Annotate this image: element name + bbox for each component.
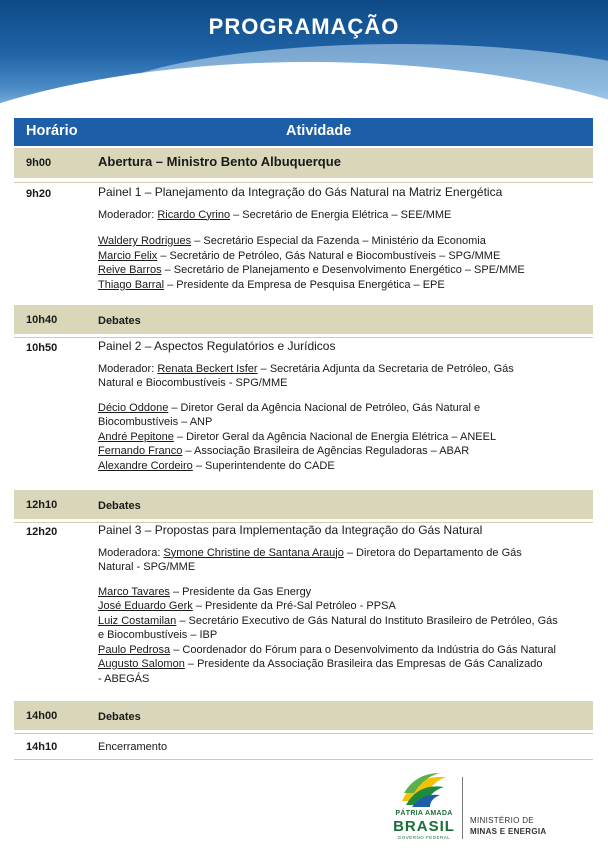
panelist-name: José Eduardo Gerk [98,600,193,612]
panelist-name: Marco Tavares [98,585,170,598]
logo-text-patria: PÁTRIA AMADA [395,810,453,817]
panelist [98,599,578,614]
moderator-role: – Secretário de Energia Elétrica – SEE/MME [230,208,452,221]
panelist-role: – Presidente da Associação Brasileira das Empresas de Gás Canalizado [184,658,543,670]
panelist-name: Thiago Barral [98,278,165,291]
panelist-name: Paulo Pedrosa [98,643,171,656]
panelist [98,614,578,629]
panelist-role-cont: Biocombustíveis – ANP [98,416,213,428]
panelist-name: Marcio Felix [98,249,158,262]
row-activity: Encerramento [98,741,168,753]
schedule-row-debates-2 [14,490,593,519]
panelist-name: Augusto Salomon [98,658,185,670]
row-time: 12h20 [26,526,58,538]
moderator-label: Moderador: [98,208,158,221]
schedule-row-panel-3 [14,523,593,695]
row-activity: Debates [98,711,141,723]
panelist-role: – Presidente da Empresa de Pesquisa Energética – EPE [164,278,445,291]
moderator-label: Moderadora: [98,546,164,559]
panel-moderator [98,208,578,223]
panel-title: Painel 2 – Aspectos Regulatórios e Jurídicos [98,339,336,353]
panel-2-block [98,339,578,473]
row-time: 9h00 [26,157,52,169]
panelist [98,643,578,658]
schedule-row-debates-1 [14,305,593,334]
row-time: 12h10 [26,499,58,511]
column-header-activity: Atividade [286,123,352,139]
panelist-role: – Associação Brasileira de Agências Reguladoras – ABAR [182,445,470,457]
panelist [98,278,578,293]
panelist [98,585,578,600]
logo-text-governo: GOVERNO FEDERAL [397,835,451,840]
panel-3-block [98,523,578,686]
row-divider [14,182,593,183]
row-activity: Debates [98,315,141,327]
row-time: 14h10 [26,741,58,753]
ministry-line-2: MINAS E ENERGIA [470,827,547,836]
logo-divider [462,777,463,839]
header-banner [0,0,608,118]
panelist-role-cont: - ABEGÁS [98,672,150,685]
panel-title: Painel 3 – Propostas para Implementação da Integração do Gás Natural [98,523,483,537]
row-divider [14,337,593,338]
panelist-name: Fernando Franco [98,445,183,457]
row-time: 9h20 [26,188,52,200]
row-time: 10h50 [26,342,58,354]
brazil-flag-icon [400,771,448,809]
schedule-row-debates-3 [14,701,593,730]
schedule-row-panel-1 [14,185,593,300]
patria-amada-brasil-logo [392,771,456,843]
table-bottom-rule [14,759,593,760]
schedule-row-closing [14,736,593,758]
logo-text-brasil: BRASIL [393,818,455,835]
moderator-role: – Diretora do Departamento de Gás [343,546,522,559]
row-activity: Abertura – Ministro Bento Albuquerque [98,154,341,169]
panelist-role: – Secretário Executivo de Gás Natural do Instituto Brasileiro de Petróleo, Gás [176,614,558,627]
panelist-role-cont: e Biocombustíveis – IBP [98,629,218,641]
panelist [98,249,578,264]
panel-moderator [98,362,578,377]
row-divider [14,522,593,523]
panelist-name: Alexandre Cordeiro [98,459,193,472]
moderator-name: Symone Christine de Santana Araujo [163,546,344,559]
moderator-role-cont: Natural - SPG/MME [98,561,196,573]
row-time: 10h40 [26,314,58,326]
moderator-label: Moderador: [98,362,158,375]
moderator-name: Ricardo Cyrino [157,208,231,221]
panelist-role: – Secretário de Planejamento e Desenvolvimento Energético – SPE/MME [161,264,525,276]
panelist [98,459,578,474]
schedule-row-panel-2 [14,339,593,484]
row-activity: Debates [98,500,141,512]
moderator-name: Renata Beckert Isfer [157,362,258,375]
panelist-role: – Secretário de Petróleo, Gás Natural e Biocombustíveis – SPG/MME [157,249,501,262]
page-title: PROGRAMAÇÃO [208,14,400,39]
panelist [98,430,578,445]
row-time: 14h00 [26,710,58,722]
panel-moderator [98,546,578,561]
panelist-role: – Diretor Geral da Agência Nacional de Energia Elétrica – ANEEL [173,430,497,443]
column-header-time: Horário [26,123,78,139]
panel-1-block [98,185,578,292]
panelist-role: – Presidente da Pré-Sal Petróleo - PPSA [192,600,396,612]
table-header [14,118,593,146]
panel-title: Painel 1 – Planejamento da Integração do Gás Natural na Matriz Energética [98,185,503,199]
ministry-line-1: MINISTÉRIO DE [470,816,534,825]
moderator-role-cont: Natural e Biocombustíveis - SPG/MME [98,377,288,389]
panelist-name: Luiz Costamilan [98,614,177,627]
row-divider [14,733,593,734]
panelist [98,657,578,672]
panelist-name: André Pepitone [98,430,174,443]
moderator-role: – Secretária Adjunta da Secretaria de Petróleo, Gás [257,362,514,375]
panelist [98,444,578,459]
panelist [98,263,578,278]
panelist-role: – Superintendente do CADE [192,459,335,472]
panelist-name: Reive Barros [98,264,162,276]
panelist [98,234,578,249]
panelist [98,401,578,416]
panelist-role: – Secretário Especial da Fazenda – Ministério da Economia [191,235,486,247]
panelist-role: – Presidente da Gas Energy [169,585,312,598]
ministry-name [470,815,547,837]
panelist-name: Décio Oddone [98,401,169,414]
panelist-role: – Coordenador do Fórum para o Desenvolvimento da Indústria do Gás Natural [170,643,556,656]
panelist-role: – Diretor Geral da Agência Nacional de Petróleo, Gás Natural e [168,401,481,414]
schedule-row-opening [14,148,593,178]
panelist-name: Waldery Rodrigues [98,235,192,247]
